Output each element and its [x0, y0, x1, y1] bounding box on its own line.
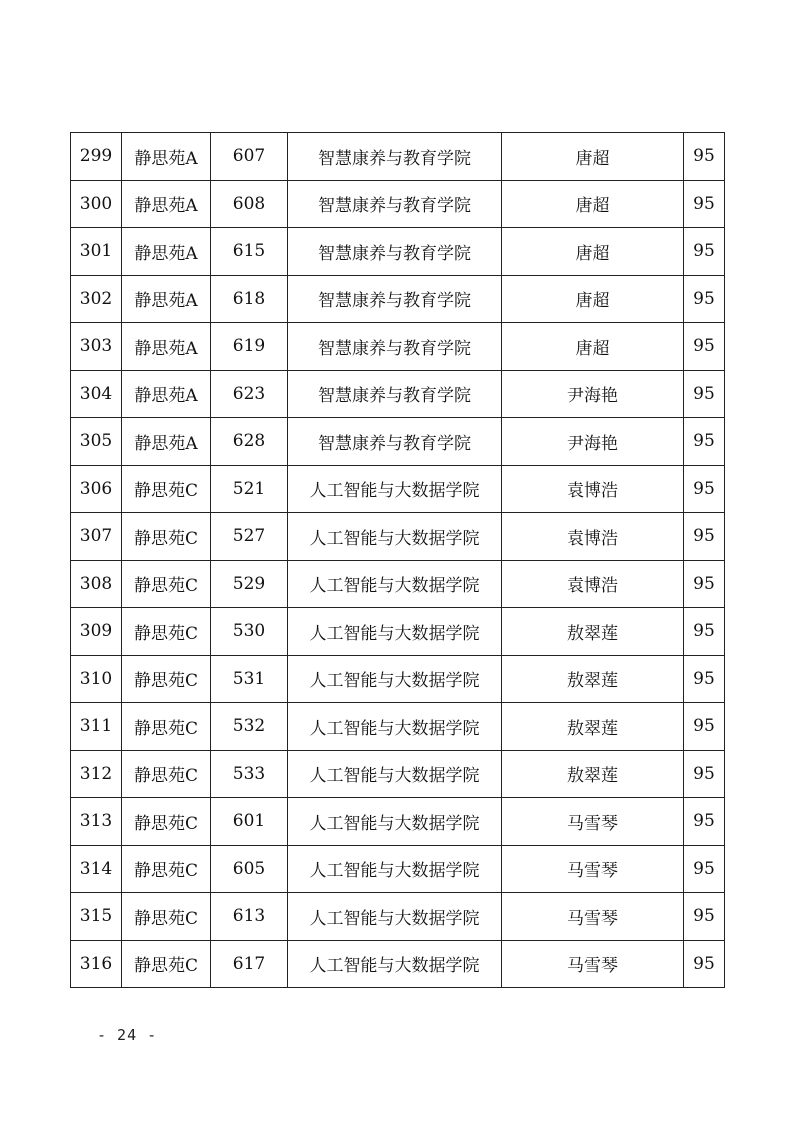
building-cell: 静思苑A — [122, 180, 211, 228]
score-cell: 95 — [684, 133, 725, 181]
table-row — [71, 133, 725, 181]
table-row — [71, 560, 725, 608]
building-cell: 静思苑A — [122, 275, 211, 323]
row-number-cell: 306 — [71, 465, 122, 513]
counselor-cell: 马雪琴 — [502, 893, 684, 941]
score-cell: 95 — [684, 370, 725, 418]
college-cell: 人工智能与大数据学院 — [288, 845, 502, 893]
counselor-cell: 敖翠莲 — [502, 608, 684, 656]
building-cell: 静思苑C — [122, 655, 211, 703]
table-row — [71, 513, 725, 561]
table-row — [71, 703, 725, 751]
counselor-cell: 马雪琴 — [502, 940, 684, 988]
room-number-cell: 532 — [211, 703, 288, 751]
score-cell: 95 — [684, 418, 725, 466]
table-row — [71, 323, 725, 371]
building-cell: 静思苑C — [122, 465, 211, 513]
building-cell: 静思苑C — [122, 893, 211, 941]
row-number-cell: 300 — [71, 180, 122, 228]
counselor-cell: 唐超 — [502, 228, 684, 276]
college-cell: 人工智能与大数据学院 — [288, 465, 502, 513]
counselor-cell: 唐超 — [502, 180, 684, 228]
college-cell: 智慧康养与教育学院 — [288, 418, 502, 466]
college-cell: 人工智能与大数据学院 — [288, 893, 502, 941]
row-number-cell: 315 — [71, 893, 122, 941]
college-cell: 智慧康养与教育学院 — [288, 228, 502, 276]
row-number-cell: 302 — [71, 275, 122, 323]
counselor-cell: 唐超 — [502, 133, 684, 181]
score-cell: 95 — [684, 608, 725, 656]
building-cell: 静思苑C — [122, 940, 211, 988]
row-number-cell: 309 — [71, 608, 122, 656]
counselor-cell: 唐超 — [502, 275, 684, 323]
room-number-cell: 605 — [211, 845, 288, 893]
score-cell: 95 — [684, 893, 725, 941]
building-cell: 静思苑A — [122, 323, 211, 371]
score-cell: 95 — [684, 750, 725, 798]
row-number-cell: 312 — [71, 750, 122, 798]
room-number-cell: 601 — [211, 798, 288, 846]
score-cell: 95 — [684, 275, 725, 323]
building-cell: 静思苑C — [122, 608, 211, 656]
table-row — [71, 893, 725, 941]
page-number: - 24 - — [97, 1026, 158, 1044]
college-cell: 智慧康养与教育学院 — [288, 180, 502, 228]
row-number-cell: 299 — [71, 133, 122, 181]
college-cell: 人工智能与大数据学院 — [288, 608, 502, 656]
college-cell: 智慧康养与教育学院 — [288, 133, 502, 181]
room-number-cell: 617 — [211, 940, 288, 988]
building-cell: 静思苑A — [122, 370, 211, 418]
table-row — [71, 275, 725, 323]
room-number-cell: 530 — [211, 608, 288, 656]
building-cell: 静思苑C — [122, 513, 211, 561]
score-cell: 95 — [684, 465, 725, 513]
score-cell: 95 — [684, 513, 725, 561]
room-number-cell: 615 — [211, 228, 288, 276]
counselor-cell: 袁博浩 — [502, 560, 684, 608]
building-cell: 静思苑C — [122, 703, 211, 751]
college-cell: 智慧康养与教育学院 — [288, 275, 502, 323]
building-cell: 静思苑C — [122, 845, 211, 893]
score-cell: 95 — [684, 845, 725, 893]
table-row — [71, 940, 725, 988]
counselor-cell: 尹海艳 — [502, 418, 684, 466]
table-row — [71, 370, 725, 418]
row-number-cell: 313 — [71, 798, 122, 846]
building-cell: 静思苑C — [122, 798, 211, 846]
counselor-cell: 马雪琴 — [502, 845, 684, 893]
table-row — [71, 750, 725, 798]
college-cell: 人工智能与大数据学院 — [288, 940, 502, 988]
table-row — [71, 180, 725, 228]
counselor-cell: 尹海艳 — [502, 370, 684, 418]
row-number-cell: 316 — [71, 940, 122, 988]
counselor-cell: 袁博浩 — [502, 465, 684, 513]
building-cell: 静思苑A — [122, 228, 211, 276]
college-cell: 智慧康养与教育学院 — [288, 323, 502, 371]
score-cell: 95 — [684, 940, 725, 988]
row-number-cell: 305 — [71, 418, 122, 466]
room-number-cell: 613 — [211, 893, 288, 941]
row-number-cell: 314 — [71, 845, 122, 893]
counselor-cell: 袁博浩 — [502, 513, 684, 561]
counselor-cell: 敖翠莲 — [502, 750, 684, 798]
row-number-cell: 304 — [71, 370, 122, 418]
building-cell: 静思苑C — [122, 560, 211, 608]
table-body — [71, 133, 725, 988]
score-cell: 95 — [684, 703, 725, 751]
room-number-cell: 521 — [211, 465, 288, 513]
college-cell: 人工智能与大数据学院 — [288, 750, 502, 798]
score-cell: 95 — [684, 228, 725, 276]
building-cell: 静思苑C — [122, 750, 211, 798]
room-number-cell: 619 — [211, 323, 288, 371]
room-number-cell: 608 — [211, 180, 288, 228]
score-cell: 95 — [684, 798, 725, 846]
counselor-cell: 马雪琴 — [502, 798, 684, 846]
table-row — [71, 655, 725, 703]
room-number-cell: 531 — [211, 655, 288, 703]
table-row — [71, 608, 725, 656]
college-cell: 人工智能与大数据学院 — [288, 560, 502, 608]
room-number-cell: 618 — [211, 275, 288, 323]
counselor-cell: 敖翠莲 — [502, 655, 684, 703]
room-number-cell: 527 — [211, 513, 288, 561]
row-number-cell: 310 — [71, 655, 122, 703]
building-cell: 静思苑A — [122, 133, 211, 181]
building-cell: 静思苑A — [122, 418, 211, 466]
college-cell: 人工智能与大数据学院 — [288, 798, 502, 846]
college-cell: 人工智能与大数据学院 — [288, 513, 502, 561]
row-number-cell: 301 — [71, 228, 122, 276]
table-row — [71, 418, 725, 466]
row-number-cell: 307 — [71, 513, 122, 561]
table-row — [71, 228, 725, 276]
row-number-cell: 303 — [71, 323, 122, 371]
room-number-cell: 623 — [211, 370, 288, 418]
score-cell: 95 — [684, 655, 725, 703]
table-row — [71, 798, 725, 846]
score-cell: 95 — [684, 560, 725, 608]
table-row — [71, 465, 725, 513]
room-number-cell: 529 — [211, 560, 288, 608]
college-cell: 人工智能与大数据学院 — [288, 703, 502, 751]
score-cell: 95 — [684, 180, 725, 228]
room-number-cell: 628 — [211, 418, 288, 466]
counselor-cell: 敖翠莲 — [502, 703, 684, 751]
counselor-cell: 唐超 — [502, 323, 684, 371]
row-number-cell: 308 — [71, 560, 122, 608]
row-number-cell: 311 — [71, 703, 122, 751]
table-row — [71, 845, 725, 893]
room-number-cell: 607 — [211, 133, 288, 181]
score-cell: 95 — [684, 323, 725, 371]
dormitory-score-table — [70, 132, 725, 988]
college-cell: 智慧康养与教育学院 — [288, 370, 502, 418]
room-number-cell: 533 — [211, 750, 288, 798]
college-cell: 人工智能与大数据学院 — [288, 655, 502, 703]
